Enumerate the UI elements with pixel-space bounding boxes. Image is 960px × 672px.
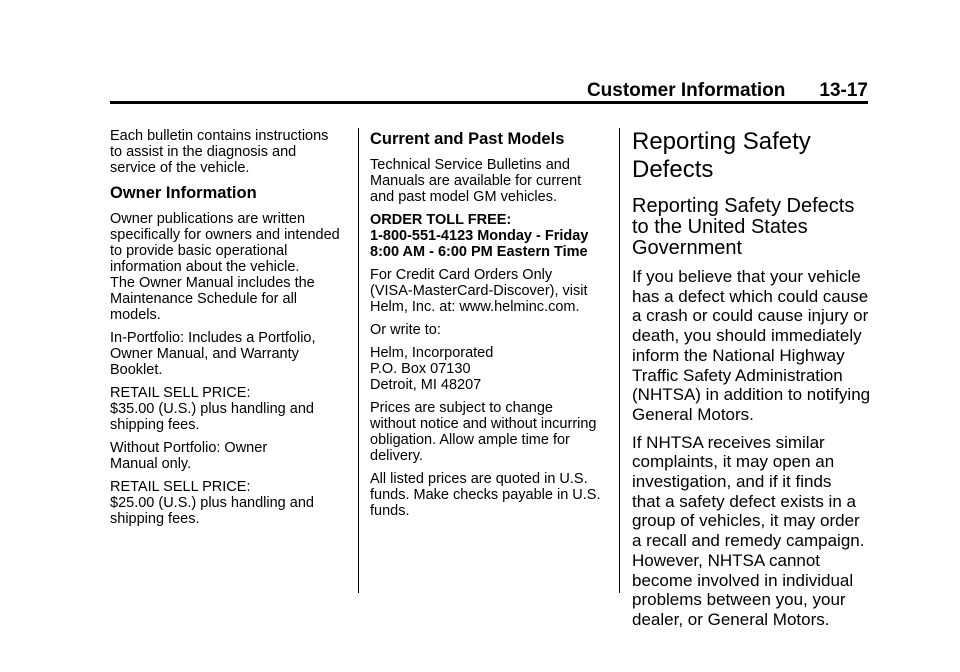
retail-price-paragraph-2: [110, 479, 346, 527]
text-line: to the United States: [632, 216, 808, 238]
text-line: has a defect which could cause: [632, 286, 869, 306]
text-line: If NHTSA receives similar: [632, 432, 825, 452]
text-line: Helm, Incorporated: [370, 345, 494, 361]
section-title: Customer Information: [586, 80, 786, 101]
believe-defect-paragraph: [632, 267, 871, 425]
text-line: P.O. Box 07130: [370, 361, 471, 377]
text-line: Traffic Safety Administration: [632, 365, 843, 385]
text-line: Or write to:: [370, 322, 441, 338]
text-line: Booklet.: [110, 362, 163, 378]
column-divider-1: [358, 128, 359, 593]
owner-publications-paragraph: [110, 211, 346, 323]
text-line: specifically for owners and intended: [110, 227, 340, 243]
prices-subject-paragraph: [370, 400, 606, 464]
text-line: models.: [110, 307, 161, 323]
text-line: and past model GM vehicles.: [370, 189, 557, 205]
text-line: obligation. Allow ample time for: [370, 432, 570, 448]
address-paragraph: [370, 345, 606, 393]
column-1: [110, 128, 346, 534]
text-line: information about the vehicle.: [110, 259, 300, 275]
text-line: For Credit Card Orders Only: [370, 267, 553, 283]
text-line: In-Portfolio: Includes a Portfolio,: [110, 330, 316, 346]
text-line: without notice and without incurring: [370, 416, 597, 432]
text-line: dealer, or General Motors.: [632, 609, 830, 629]
text-line: Reporting Safety: [632, 128, 811, 155]
text-line: Technical Service Bulletins and: [370, 157, 570, 173]
reporting-safety-defects-heading: [632, 128, 868, 184]
without-portfolio-paragraph: [110, 440, 346, 472]
text-line: Reporting Safety Defects: [632, 195, 855, 217]
text-line: However, NHTSA cannot: [632, 550, 821, 570]
bulletin-paragraph: [110, 128, 346, 176]
text-line: Helm, Inc. at: www.helminc.com.: [370, 299, 580, 315]
write-to-paragraph: [370, 322, 606, 338]
text-line: become involved in individual: [632, 570, 854, 590]
text-line: 1-800-551-4123 Monday - Friday: [370, 228, 589, 244]
in-portfolio-paragraph: [110, 330, 346, 378]
text-line: shipping fees.: [110, 511, 200, 527]
text-line: to assist in the diagnosis and: [110, 144, 297, 160]
text-line: ORDER TOLL FREE:: [370, 212, 512, 228]
column-divider-2: [619, 128, 620, 593]
text-line: If you believe that your vehicle: [632, 267, 861, 286]
text-line: All listed prices are quoted in U.S.: [370, 471, 588, 487]
text-line: Prices are subject to change: [370, 400, 553, 416]
text-line: to provide basic operational: [110, 243, 288, 259]
header-rule: [110, 101, 868, 104]
text-line: Without Portfolio: Owner: [110, 440, 268, 456]
text-line: that a safety defect exists in a: [632, 491, 856, 511]
text-line: shipping fees.: [110, 417, 200, 433]
reporting-to-government-heading: [632, 196, 868, 259]
text-line: Each bulletin contains instructions: [110, 128, 329, 144]
text-line: funds.: [370, 503, 410, 519]
nhtsa-receives-paragraph: [632, 433, 868, 630]
listed-prices-paragraph: [370, 471, 606, 519]
text-line: 8:00 AM - 6:00 PM Eastern Time: [370, 244, 588, 260]
text-line: a recall and remedy campaign.: [632, 531, 865, 551]
text-line: General Motors.: [632, 404, 754, 424]
retail-price-paragraph-1: [110, 385, 346, 433]
text-line: problems between you, your: [632, 590, 846, 610]
page-header: [110, 80, 868, 102]
text-line: $35.00 (U.S.) plus handling and: [110, 401, 314, 417]
order-toll-free-paragraph: [370, 212, 606, 260]
text-line: Manuals are available for current: [370, 173, 582, 189]
text-line: The Owner Manual includes the: [110, 275, 315, 291]
current-past-models-heading: Current and Past Models: [370, 130, 565, 148]
text-line: investigation, and if it finds: [632, 472, 832, 492]
text-line: Maintenance Schedule for all: [110, 291, 298, 307]
text-line: death, you should immediately: [632, 326, 862, 346]
text-line: Government: [632, 237, 743, 259]
column-3: [632, 128, 871, 638]
page-number: 13-17: [819, 80, 868, 101]
owner-information-heading: Owner Information: [110, 184, 257, 202]
text-line: complaints, it may open an: [632, 452, 835, 472]
text-line: a crash or could cause injury or: [632, 306, 869, 326]
text-line: Manual only.: [110, 456, 192, 472]
text-line: service of the vehicle.: [110, 160, 250, 176]
column-2: [370, 128, 606, 526]
text-line: Owner Manual, and Warranty: [110, 346, 299, 362]
text-line: (VISA-MasterCard-Discover), visit: [370, 283, 588, 299]
text-line: RETAIL SELL PRICE:: [110, 479, 251, 495]
text-line: Defects: [632, 156, 714, 183]
text-line: inform the National Highway: [632, 345, 845, 365]
text-line: delivery.: [370, 448, 423, 464]
text-line: Owner publications are written: [110, 211, 306, 227]
text-line: Detroit, MI 48207: [370, 377, 482, 393]
text-line: (NHTSA) in addition to notifying: [632, 385, 871, 405]
text-line: RETAIL SELL PRICE:: [110, 385, 251, 401]
text-line: $25.00 (U.S.) plus handling and: [110, 495, 314, 511]
bulletins-available-paragraph: [370, 157, 606, 205]
text-line: funds. Make checks payable in U.S.: [370, 487, 601, 503]
text-line: group of vehicles, it may order: [632, 511, 860, 531]
credit-card-paragraph: [370, 267, 606, 315]
